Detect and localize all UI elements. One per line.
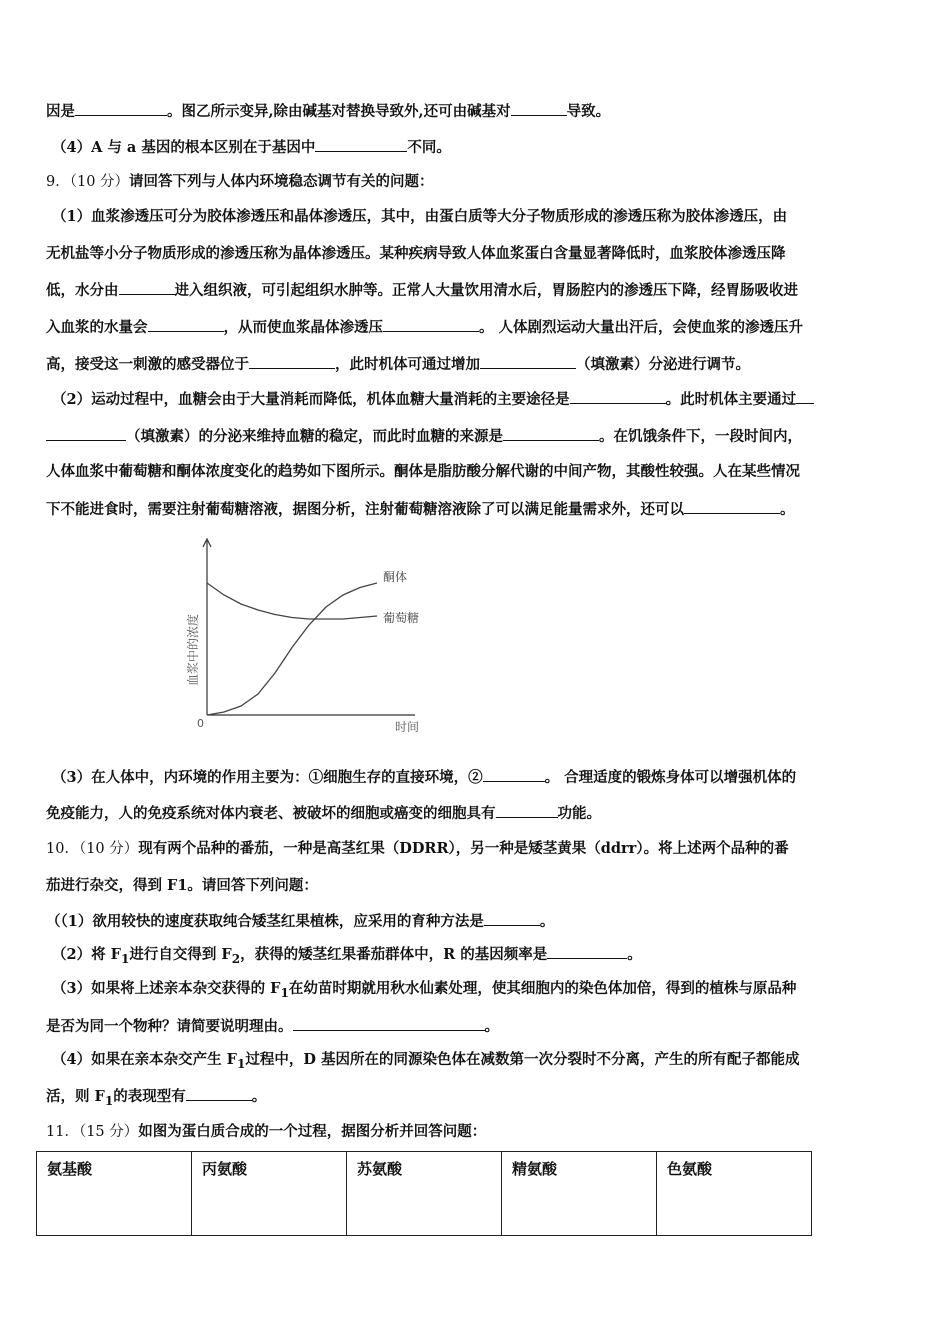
answer-blank[interactable] <box>796 389 814 404</box>
answer-blank[interactable] <box>315 137 407 152</box>
text: 。 <box>627 946 642 963</box>
text: （2）运动过程中，血糖会由于大量消耗而降低，机体血糖大量消耗的主要途径是 <box>52 391 570 408</box>
text: （3）如果将上述亲本杂交获得的 F <box>52 980 281 997</box>
q9-part2-line4 <box>46 499 795 520</box>
text: （4）如果在亲本杂交产生 F <box>52 1051 237 1068</box>
table-cell: 色氨酸 <box>657 1152 812 1236</box>
text: （3）在人体中，内环境的作用主要为：①细胞生存的直接环境，② <box>52 769 483 786</box>
text: （填激素）分泌进行调节。 <box>576 356 750 373</box>
x-axis-label: 时间 <box>395 720 420 734</box>
answer-blank[interactable] <box>186 1086 252 1101</box>
answer-blank[interactable] <box>496 803 558 818</box>
text: 人体血浆中葡萄糖和酮体浓度变化的趋势如下图所示。酮体是脂肪酸分解代谢的中间产物，其酸性较强。人在某些情况 <box>46 463 800 480</box>
subscript: 1 <box>120 951 130 966</box>
q9-part3-line1 <box>52 767 796 788</box>
question-11-heading <box>46 1122 486 1142</box>
question-number: 11．（15 分） <box>46 1124 139 1140</box>
q9-part2-line2 <box>46 426 802 447</box>
q10-part2 <box>52 944 642 969</box>
text: 。 <box>539 913 555 930</box>
q10-part4-line1 <box>52 1050 799 1074</box>
concentration-chart <box>186 535 433 735</box>
question-text: 如图为蛋白质合成的一个过程，据图分析并回答问题： <box>138 1123 487 1140</box>
text: 在幼苗时期就用秋水仙素处理，使其细胞内的染色体加倍，得到的植株与原品种 <box>288 980 797 997</box>
text: 。 合理适度的锻炼身体可以增强机体的 <box>544 769 797 786</box>
question-number: 9．（10 分） <box>46 174 130 190</box>
table-cell: 苏氨酸 <box>347 1152 502 1236</box>
series-line-ketone <box>207 583 377 715</box>
text: 因是 <box>46 103 75 120</box>
text: 过程中，D 基因所在的同源染色体在减数第一次分裂时不分离，产生的所有配子都能成 <box>245 1051 800 1068</box>
text: 。 <box>251 1088 267 1105</box>
q10-part3-line2 <box>46 1016 499 1037</box>
text: ，获得的矮茎红果番茄群体中，R 的基因频率是 <box>240 946 548 963</box>
answer-blank[interactable] <box>480 354 576 369</box>
text: （4）A 与 a 基因的根本区别在于基因中 <box>52 139 316 156</box>
text: ，此时机体可通过增加 <box>335 356 480 373</box>
subscript: 1 <box>104 1093 114 1108</box>
text: ，从而使血浆晶体渗透压 <box>223 319 383 336</box>
origin-label: 0 <box>197 717 204 730</box>
answer-blank[interactable] <box>570 389 666 404</box>
subscript: 1 <box>236 1056 246 1071</box>
y-axis-label: 血浆中的浓度 <box>186 613 200 687</box>
question-text: 请回答下列与人体内环境稳态调节有关的问题： <box>129 173 434 190</box>
text: 功能。 <box>557 805 601 822</box>
text: 现有两个品种的番茄，一种是高茎红果（DDRR），另一种是矮茎黄果（ddrr）。将上述两个品种的番 <box>138 840 789 857</box>
amino-acid-table <box>36 1151 812 1236</box>
q9-part1-line3 <box>46 280 798 301</box>
text: 是否为同一个物种？请简要说明理由。 <box>46 1018 293 1035</box>
table-cell: 精氨酸 <box>502 1152 657 1236</box>
text: 免疫能力，人的免疫系统对体内衰老、被破坏的细胞或癌变的细胞具有 <box>46 805 496 822</box>
q9-part1-line1 <box>52 207 787 227</box>
q9-part1-line5 <box>46 354 750 375</box>
answer-blank[interactable] <box>547 944 627 959</box>
answer-blank[interactable] <box>46 426 126 441</box>
series-line-glucose <box>207 583 377 619</box>
answer-blank[interactable] <box>483 767 545 782</box>
text: 不同。 <box>407 139 451 156</box>
subscript: 2 <box>231 951 241 966</box>
text: 高，接受这一刺激的感受器位于 <box>46 356 249 373</box>
answer-blank[interactable] <box>119 280 175 295</box>
answer-blank[interactable] <box>148 317 224 332</box>
text: （填激素）的分泌来维持血糖的稳定，而此时血糖的来源是 <box>126 428 503 445</box>
series-label: 葡萄糖 <box>383 611 420 625</box>
question-number: 10．（10 分） <box>46 841 139 857</box>
text: 茄进行杂交，得到 F1。请回答下列问题： <box>46 877 318 894</box>
text: （（1）欲用较快的速度获取纯合矮茎红果植株，应采用的育种方法是 <box>46 913 484 930</box>
text: 。 <box>780 501 795 518</box>
q9-part3-line2 <box>46 803 601 824</box>
answer-blank[interactable] <box>684 499 780 514</box>
q9-part1-line2 <box>46 244 786 264</box>
text: 无机盐等小分子物质形成的渗透压称为晶体渗透压。某种疾病导致人体血浆蛋白含量显著降低时，血浆胶体渗透压降 <box>46 245 786 262</box>
text: 。 <box>484 1018 499 1035</box>
series-label: 酮体 <box>383 570 408 584</box>
q9-part1-line4 <box>46 317 803 338</box>
text: 进入组织液，可引起组织水肿等。正常人大量饮用清水后，胃肠腔内的渗透压下降，经胃肠吸收进 <box>174 282 798 299</box>
answer-blank[interactable] <box>75 101 167 116</box>
q10-part4-line2 <box>46 1086 266 1111</box>
table-cell: 氨基酸 <box>37 1152 192 1236</box>
text: （1）血浆渗透压可分为胶体渗透压和晶体渗透压，其中，由蛋白质等大分子物质形成的渗透压称为胶体渗透压，由 <box>52 208 788 225</box>
line-q8-4 <box>52 137 451 158</box>
subscript: 1 <box>280 985 289 1000</box>
answer-blank[interactable] <box>293 1016 485 1031</box>
answer-blank[interactable] <box>383 317 479 332</box>
question-9-heading <box>46 172 434 192</box>
q10-part1 <box>46 911 554 932</box>
text: （2）将 F <box>52 946 121 963</box>
text: 低，水分由 <box>46 282 119 299</box>
answer-blank[interactable] <box>503 426 599 441</box>
answer-blank[interactable] <box>511 101 567 116</box>
line-q8-3-end <box>46 101 610 122</box>
question-10-line1 <box>46 839 789 859</box>
text: 进行自交得到 F <box>129 946 232 963</box>
question-10-line2 <box>46 876 318 896</box>
text: 入血浆的水量会 <box>46 319 148 336</box>
text: 。 人体剧烈运动大量出汗后，会使血浆的渗透压升 <box>479 319 804 336</box>
text: 的表现型有 <box>113 1088 186 1105</box>
answer-blank[interactable] <box>484 911 540 926</box>
q10-part3-line1 <box>52 979 796 1003</box>
q9-part2-line1 <box>52 389 814 410</box>
q9-part2-line3 <box>46 462 800 482</box>
text: 下不能进食时，需要注射葡萄糖溶液，据图分析，注射葡萄糖溶液除了可以满足能量需求外，还可以 <box>46 501 684 518</box>
table-cell: 丙氨酸 <box>192 1152 347 1236</box>
text: 活，则 F <box>46 1088 105 1105</box>
text: 导致。 <box>566 103 611 120</box>
text: 。在饥饿条件下，一段时间内， <box>599 428 802 445</box>
table-row <box>37 1152 812 1236</box>
text: 。此时机体主要通过 <box>665 391 797 408</box>
answer-blank[interactable] <box>249 354 335 369</box>
text: 。图乙所示变异,除由碱基对替换导致外,还可由碱基对 <box>167 103 511 120</box>
